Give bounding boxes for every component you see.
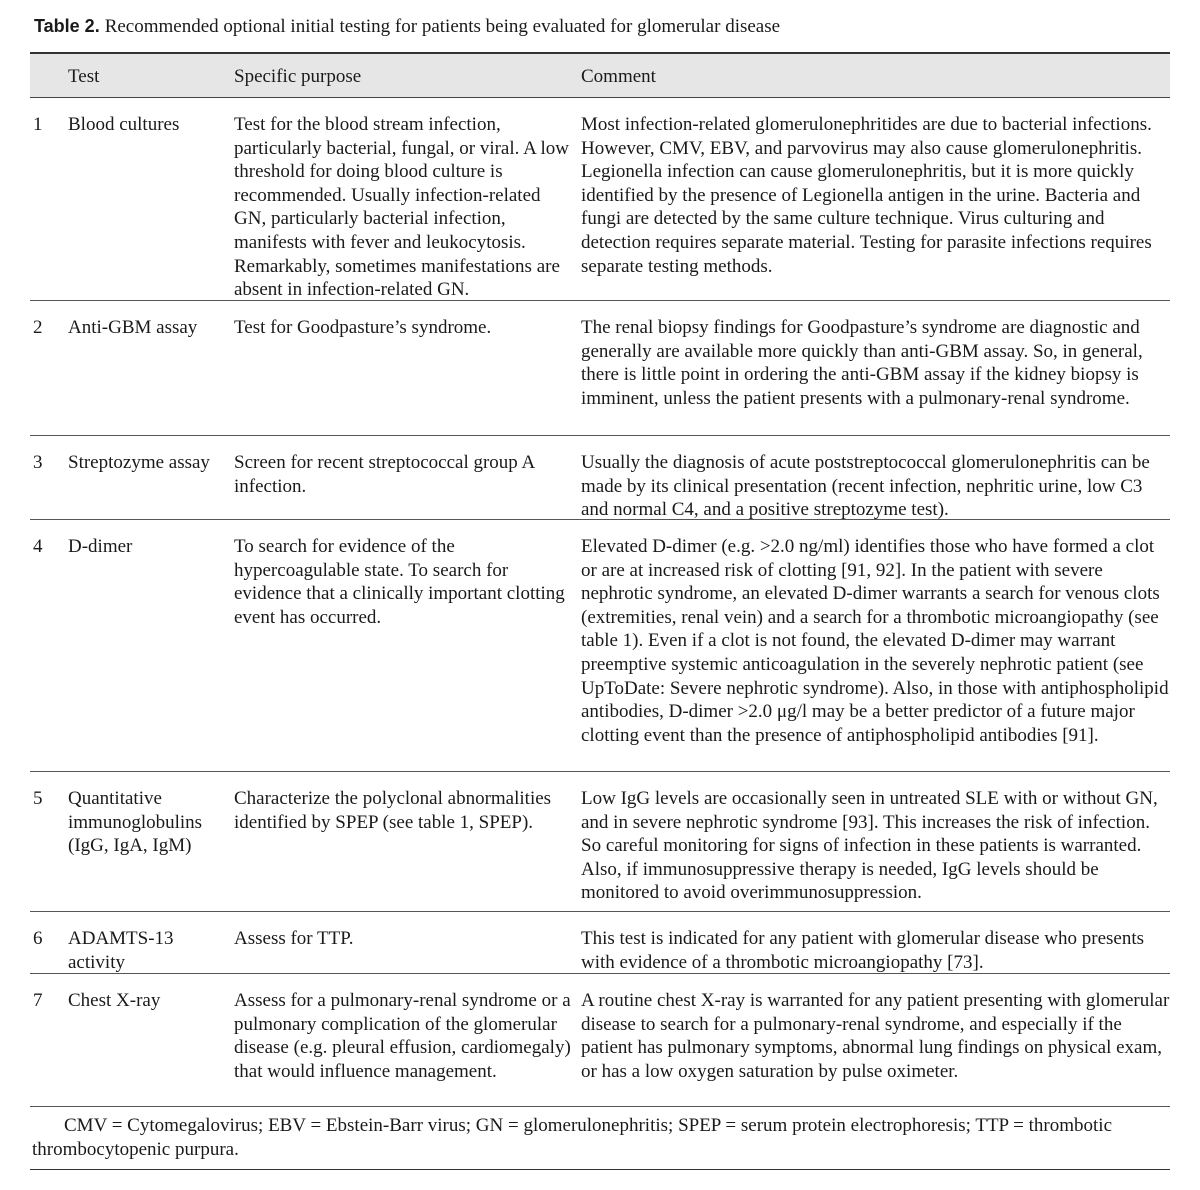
test-name: Streptozyme assay [68, 452, 210, 473]
comment: Low IgG levels are occasionally seen in untreated SLE with or without GN, and in severe nephrotic syndrome [93]. This increases the risk of infection. So careful monitoring for signs of infection in these patients is warranted. Also, if immunosuppressive therapy is needed, IgG levels should be monitored to avoid overimmunosuppression. [581, 788, 1158, 904]
table-title: Recommended optional initial testing for patients being evaluated for glomerular disease [104, 16, 781, 37]
table-row [30, 772, 1170, 912]
specific-purpose: To search for evidence of the hypercoagulable state. To search for evidence that a clinically important clotting event has occurred. [234, 536, 565, 628]
comment: The renal biopsy findings for Goodpasture’s syndrome are diagnostic and generally are available more quickly than anti-GBM assay. So, in general, there is little point in ordering the anti-GBM assay if the kidney biopsy is imminent, unless the patient presents with a pulmonary-renal syndrome. [581, 317, 1143, 409]
specific-purpose: Characterize the polyclonal abnormalities identified by SPEP (see table 1, SPEP). [234, 788, 552, 833]
table-footnote: CMV = Cytomegalovirus; EBV = Ebstein-Barr virus; GN = glomerulonephritis; SPEP = serum protein electrophoresis; TTP = thrombotic thrombocytopenic purpura. [32, 1115, 1112, 1160]
table-row [30, 301, 1170, 436]
specific-purpose: Test for Goodpasture’s syndrome. [234, 317, 492, 338]
table-row [30, 520, 1170, 772]
table-row [30, 436, 1170, 520]
row-number: 4 [33, 536, 43, 557]
table-label: Table 2. [34, 16, 100, 36]
specific-purpose: Assess for TTP. [234, 928, 354, 949]
table-row [30, 974, 1170, 1107]
table-row [30, 98, 1170, 301]
table-caption [34, 14, 780, 39]
test-name: Quantitative immunoglobulins (IgG, IgA, IgM) [68, 788, 203, 857]
specific-purpose: Test for the blood stream infection, particularly bacterial, fungal, or viral. A low threshold for doing blood culture is recommended. Usually infection-related GN, particularly bacterial infection, manifests with fever and leukocytosis. Remarkably, sometimes manifestations are absent in infection-related GN. [234, 114, 570, 301]
specific-purpose: Assess for a pulmonary-renal syndrome or a pulmonary complication of the glomerular disease (e.g. pleural effusion, cardiomegaly) that would influence management. [234, 990, 571, 1082]
comment: This test is indicated for any patient with glomerular disease who presents with evidence of a thrombotic microangiopathy [73]. [581, 928, 1144, 973]
comment: A routine chest X-ray is warranted for any patient presenting with glomerular disease to search for a pulmonary-renal syndrome, and especially if the patient has pulmonary symptoms, abnormal lung findings on physical exam, or has a low oxygen saturation by pulse oximeter. [581, 990, 1170, 1082]
test-name: ADAMTS-13 activity [68, 928, 174, 973]
comment: Elevated D-dimer (e.g. >2.0 ng/ml) identifies those who have formed a clot or are at increased risk of clotting [91, 92]. In the patient with severe nephrotic syndrome, an elevated D-dimer warrants a search for venous clots (extremities, renal vein) and a search for a thrombotic microangiopathy (see table 1). Even if a clot is not found, the elevated D-dimer may warrant preemptive systemic anticoagulation in the severely nephrotic patient (see UpToDate: Severe nephrotic syndrome). Also, in those with antiphospholipid antibodies, D-dimer >2.0 μg/l may be a better predictor of a future major clotting event than the presence of antiphospholipid antibodies [91]. [581, 536, 1169, 746]
header-comment: Comment [581, 66, 656, 87]
test-name: Blood cultures [68, 114, 180, 135]
test-name: D-dimer [68, 536, 133, 557]
row-number: 3 [33, 452, 43, 473]
row-number: 5 [33, 788, 43, 809]
row-number: 1 [33, 114, 43, 135]
specific-purpose: Screen for recent streptococcal group A infection. [234, 452, 535, 497]
test-name: Chest X-ray [68, 990, 161, 1011]
table-header-row [30, 52, 1170, 98]
comment: Usually the diagnosis of acute poststreptococcal glomerulonephritis can be made by its clinical presentation (recent infection, nephritic urine, low C3 and normal C4, and a positive streptozyme test). [581, 452, 1150, 521]
table-row [30, 912, 1170, 974]
header-test: Test [68, 66, 100, 87]
testing-table [30, 52, 1170, 1107]
row-number: 7 [33, 990, 43, 1011]
bottom-rule [30, 1169, 1170, 1170]
row-number: 2 [33, 317, 43, 338]
header-purpose: Specific purpose [234, 66, 362, 87]
comment: Most infection-related glomerulonephritides are due to bacterial infections. However, CMV, EBV, and parvovirus may also cause glomerulonephritis. Legionella infection can cause glomerulonephritis, but it is more quickly identified by the presence of Legionella antigen in the urine. Bacteria and fungi are detected by the same culture technique. Virus culturing and detection requires separate material. Testing for parasite infections requires separate testing methods. [581, 114, 1152, 277]
row-number: 6 [33, 928, 43, 949]
test-name: Anti-GBM assay [68, 317, 198, 338]
